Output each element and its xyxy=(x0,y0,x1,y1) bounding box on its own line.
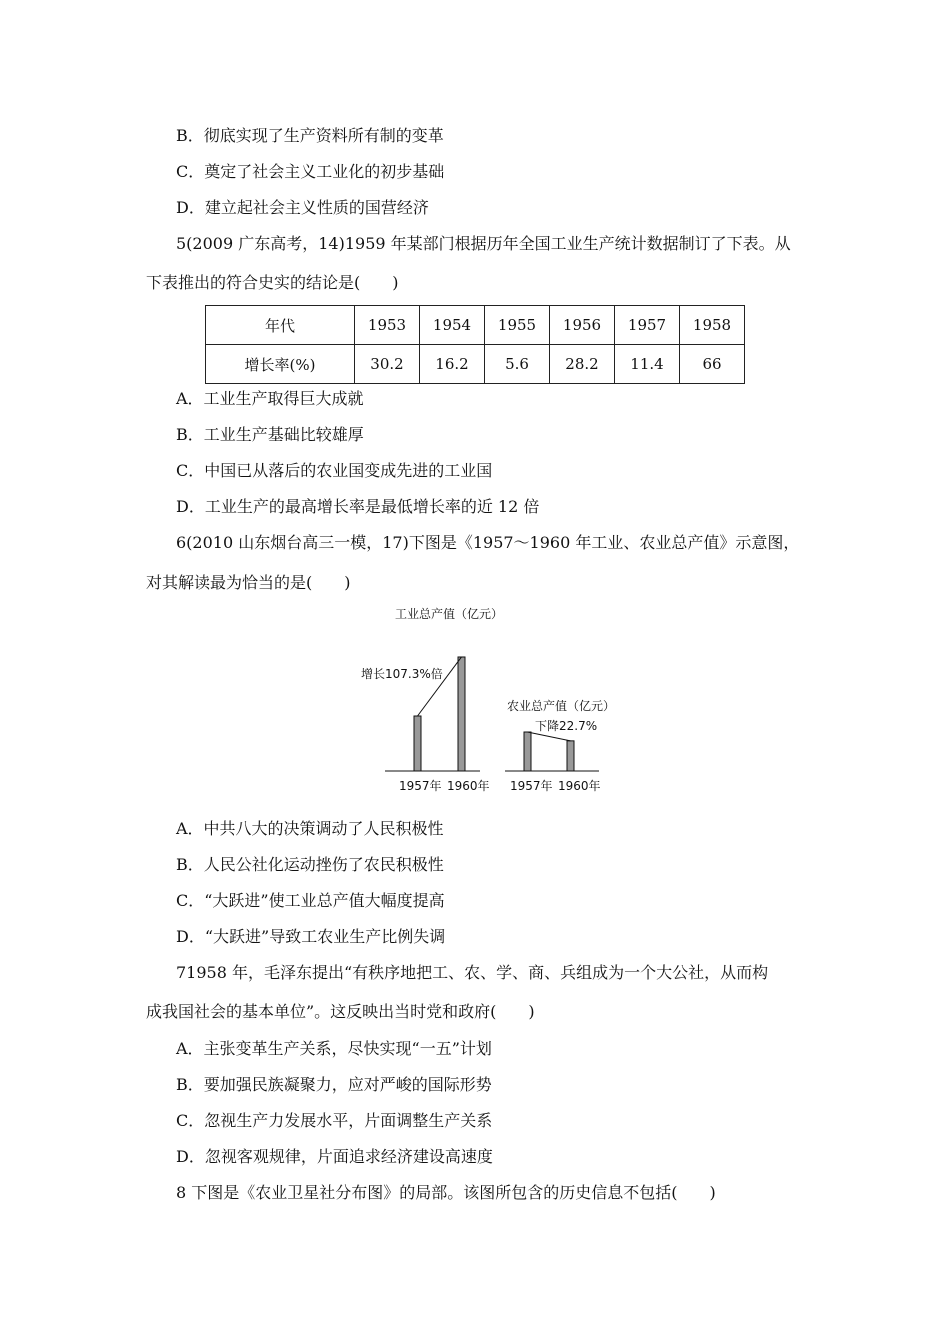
q5-stem-cont: 下表推出的符合史实的结论是( ) xyxy=(146,273,399,292)
q8-stem: 8 下图是《农业卫星社分布图》的局部。该图所包含的历史信息不包括( ) xyxy=(176,1183,716,1202)
table-value-cell: 30.2 xyxy=(355,345,420,384)
q5-option-c: C．中国已从落后的农业国变成先进的工业国 xyxy=(176,461,493,480)
table-year-cell: 1953 xyxy=(355,306,420,345)
q4-option-c: C．奠定了社会主义工业化的初步基础 xyxy=(176,162,445,181)
q7-option-c: C．忽视生产力发展水平，片面调整生产关系 xyxy=(176,1111,493,1130)
agriculture-trend-line xyxy=(528,732,571,741)
q4-option-d: D．建立起社会主义性质的国营经济 xyxy=(176,198,429,217)
industry-trend-line xyxy=(418,657,462,716)
q5-stem: 5(2009 广东高考，14)1959 年某部门根据历年全国工业生产统计数据制订了下表。从 xyxy=(176,234,791,253)
table-year-cell: 1957 xyxy=(615,306,680,345)
table-value-cell: 28.2 xyxy=(550,345,615,384)
table-value-cell: 5.6 xyxy=(485,345,550,384)
table-row xyxy=(206,345,745,384)
table-year-cell: 1956 xyxy=(550,306,615,345)
q7-option-d: D．忽视客观规律，片面追求经济建设高速度 xyxy=(176,1147,493,1166)
q5-option-b: B．工业生产基础比较雄厚 xyxy=(176,425,364,444)
q6-option-d: D．“大跃进”导致工农业生产比例失调 xyxy=(176,927,446,946)
table-value-cell: 16.2 xyxy=(420,345,485,384)
industry-bar-1957 xyxy=(414,716,421,771)
industry-annotation: 增长107.3%倍 xyxy=(361,667,443,681)
q6-option-a: A．中共八大的决策调动了人民积极性 xyxy=(176,819,444,838)
q6-option-b: B．人民公社化运动挫伤了农民积极性 xyxy=(176,855,444,874)
q6-stem: 6(2010 山东烟台高三一模，17)下图是《1957～1960 年工业、农业总产值》示意图， xyxy=(176,533,800,552)
q6-option-c: C．“大跃进”使工业总产值大幅度提高 xyxy=(176,891,445,910)
q7-option-a: A．主张变革生产关系，尽快实现“一五”计划 xyxy=(176,1039,492,1058)
q5-option-a: A．工业生产取得巨大成就 xyxy=(176,389,364,408)
growth-rate-table xyxy=(205,305,745,384)
table-year-cell: 1958 xyxy=(680,306,745,345)
q6-stem-cont: 对其解读最为恰当的是( ) xyxy=(146,573,351,592)
q7-option-b: B．要加强民族凝聚力，应对严峻的国际形势 xyxy=(176,1075,492,1094)
agriculture-bar-1960 xyxy=(567,741,574,771)
table-header-cell: 年代 xyxy=(206,306,355,345)
table-value-cell: 66 xyxy=(680,345,745,384)
table-year-cell: 1954 xyxy=(420,306,485,345)
industry-bar-1960 xyxy=(458,657,465,771)
industry-tick-1960: 1960年 xyxy=(447,779,490,793)
table-year-cell: 1955 xyxy=(485,306,550,345)
agriculture-bar-1957 xyxy=(524,732,531,771)
q7-stem: 71958 年，毛泽东提出“有秩序地把工、农、学、商、兵组成为一个大公社，从而构 xyxy=(176,963,769,982)
agriculture-chart-title: 农业总产值（亿元） xyxy=(507,699,615,713)
agriculture-tick-1957: 1957年 xyxy=(510,779,553,793)
table-row xyxy=(206,306,745,345)
table-value-cell: 11.4 xyxy=(615,345,680,384)
q5-option-d: D．工业生产的最高增长率是最低增长率的近 12 倍 xyxy=(176,497,540,516)
q7-stem-cont: 成我国社会的基本单位”。这反映出当时党和政府( ) xyxy=(146,1002,535,1021)
agriculture-annotation: 下降22.7% xyxy=(535,719,598,733)
industry-chart-title: 工业总产值（亿元） xyxy=(395,607,504,621)
agriculture-tick-1960: 1960年 xyxy=(558,779,601,793)
q4-option-b: B．彻底实现了生产资料所有制的变革 xyxy=(176,126,444,145)
industry-tick-1957: 1957年 xyxy=(399,779,442,793)
table-row-label: 增长率(%) xyxy=(206,345,355,384)
output-value-chart xyxy=(355,600,615,800)
